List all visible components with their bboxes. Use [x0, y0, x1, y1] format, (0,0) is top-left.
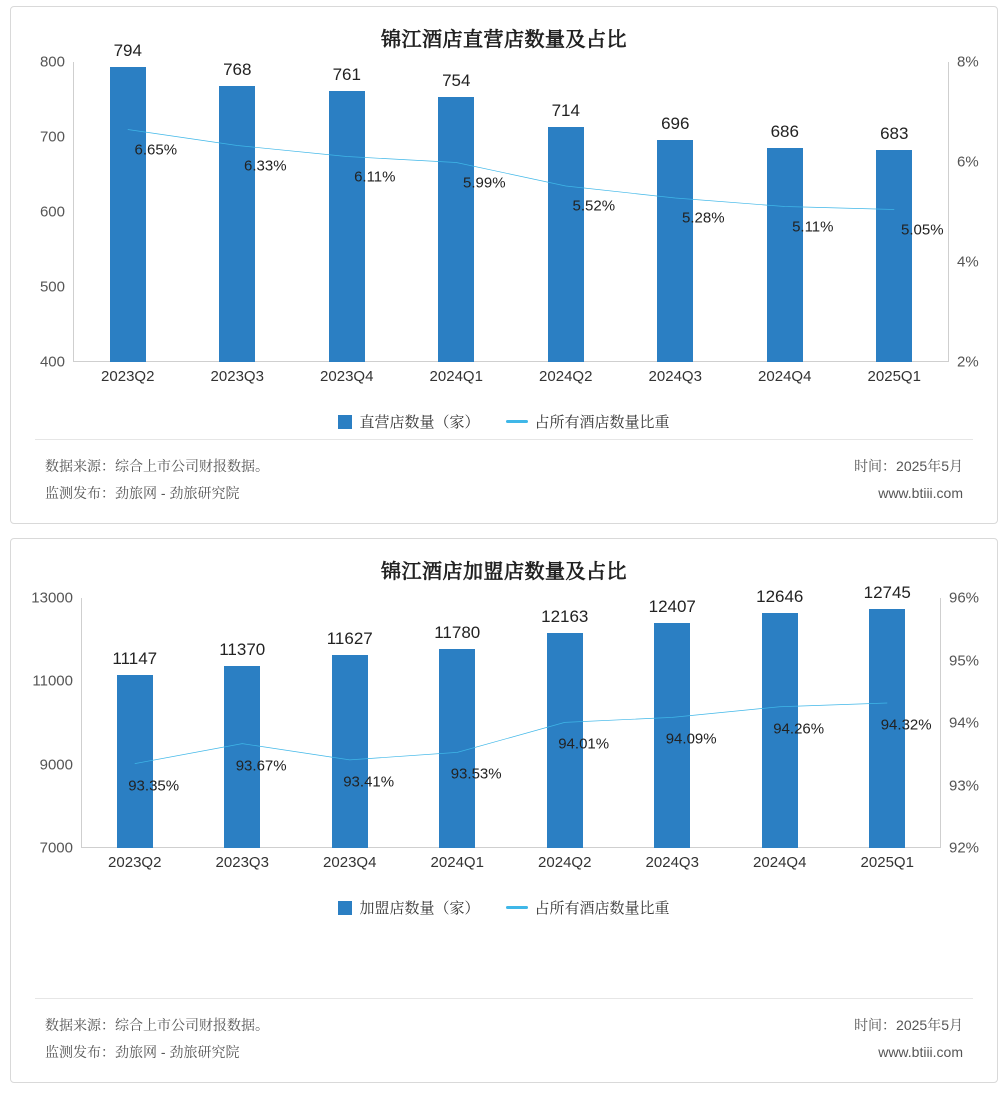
footer-left-1 [45, 453, 269, 507]
footer-1 [11, 453, 997, 523]
y-tick-right: 92% [949, 839, 980, 857]
y-tick-left: 700 [39, 128, 65, 146]
bar-value-label: 11627 [326, 629, 373, 649]
x-tick-label: 2025Q1 [860, 854, 914, 871]
line-value-label: 5.28% [682, 209, 725, 227]
legend-bar-swatch-icon [338, 415, 352, 429]
x-tick-label: 2023Q4 [323, 854, 377, 871]
bar-value-label: 11147 [112, 649, 158, 669]
footer-right-1 [854, 453, 963, 507]
footer-divider-1 [35, 439, 973, 440]
line-value-label: 93.41% [343, 773, 395, 791]
time-label-1: 时间：2025年5月 [854, 458, 963, 474]
y-tick-left: 9000 [39, 756, 73, 774]
bar-value-label: 11370 [219, 639, 266, 659]
chart-card-direct-stores [10, 6, 998, 524]
x-tick-label: 2024Q3 [645, 854, 699, 871]
y-tick-left: 13000 [31, 589, 73, 607]
line-value-label: 93.35% [128, 777, 180, 795]
y-tick-left: 11000 [32, 672, 73, 690]
publisher-label-1: 监测发布：劲旅网 - 劲旅研究院 [45, 485, 240, 501]
line-value-label: 94.32% [880, 716, 932, 734]
bar-value-label: 794 [113, 40, 142, 60]
line-value-label: 5.11% [792, 218, 834, 235]
x-tick-label: 2024Q3 [648, 368, 702, 385]
line-series-1 [73, 62, 949, 362]
legend-item-bar-2[interactable] [338, 897, 479, 918]
x-tick-label: 2024Q4 [753, 854, 807, 871]
publisher-label-2: 监测发布：劲旅网 - 劲旅研究院 [45, 1044, 240, 1060]
legend-2 [11, 897, 997, 918]
y-tick-right: 4% [957, 253, 979, 271]
bar-value-label: 696 [661, 114, 690, 133]
legend-line-swatch-icon [506, 906, 528, 909]
legend-line-swatch-icon [506, 420, 528, 423]
x-tick-labels-1 [73, 368, 949, 385]
legend-item-bar-1[interactable] [338, 411, 479, 432]
line-value-label: 94.26% [773, 720, 825, 738]
bar-value-label: 11780 [434, 622, 481, 642]
line-value-label: 6.65% [134, 141, 178, 158]
y-tick-right: 6% [957, 153, 979, 171]
x-tick-label: 2023Q4 [320, 368, 374, 385]
line-value-label: 93.53% [450, 765, 502, 783]
bar-value-label: 761 [332, 65, 361, 85]
y-tick-right: 8% [957, 53, 979, 71]
legend-1 [11, 411, 997, 432]
chart-card-franchise-stores [10, 538, 998, 1083]
x-tick-label: 2023Q3 [215, 854, 269, 871]
line-value-label: 6.11% [354, 168, 396, 185]
y-tick-left: 400 [39, 353, 65, 371]
x-tick-label: 2024Q1 [429, 368, 483, 385]
y-tick-left: 7000 [39, 839, 73, 857]
x-tick-label: 2024Q1 [430, 854, 484, 871]
y-tick-right: 95% [949, 652, 980, 669]
bar-value-label: 12745 [863, 582, 911, 602]
page-title: 锦江酒店直营店数量及占比 [381, 29, 627, 51]
y-tick-right: 2% [957, 353, 979, 371]
legend-label-line-1: 占所有酒店数量比重 [534, 414, 670, 431]
site-label-2: www.btiii.com [878, 1044, 963, 1060]
legend-item-line-1[interactable] [506, 411, 670, 432]
line-value-label: 5.99% [463, 174, 506, 191]
legend-bar-swatch-icon [338, 901, 352, 915]
plot-area-2 [31, 582, 980, 857]
bar-value-label: 12407 [648, 596, 696, 616]
bar-value-label: 12646 [756, 586, 804, 606]
bar-value-label: 12163 [541, 606, 589, 626]
site-label-1: www.btiii.com [878, 485, 963, 501]
time-label-2: 时间：2025年5月 [854, 1017, 963, 1033]
line-value-label: 93.67% [235, 757, 287, 775]
line-value-label: 5.05% [901, 221, 944, 238]
y-tick-left: 500 [39, 278, 65, 296]
line-value-label: 6.33% [244, 157, 287, 174]
x-tick-label: 2024Q4 [758, 368, 812, 385]
bar-value-label: 683 [880, 123, 909, 143]
y-tick-right: 96% [949, 589, 980, 607]
footer-2 [11, 1012, 997, 1082]
x-tick-label: 2023Q2 [108, 854, 162, 871]
line-value-label: 94.01% [558, 735, 610, 753]
legend-label-bar-2: 加盟店数量（家） [359, 900, 480, 917]
y-tick-right: 94% [949, 714, 980, 732]
bar-value-label: 714 [551, 100, 580, 120]
bar-value-label: 754 [442, 70, 471, 90]
legend-label-bar-1: 直营店数量（家） [359, 414, 480, 431]
legend-label-line-2: 占所有酒店数量比重 [534, 900, 670, 917]
footer-right-2 [854, 1012, 963, 1066]
x-tick-label: 2025Q1 [867, 368, 921, 385]
source-label-2: 数据来源：综合上市公司财报数据。 [45, 1017, 269, 1033]
x-tick-label: 2024Q2 [539, 368, 593, 385]
page-title-2: 锦江酒店加盟店数量及占比 [381, 561, 627, 583]
bar-value-label: 686 [770, 121, 799, 141]
bar-value-label: 768 [223, 60, 252, 79]
legend-item-line-2[interactable] [506, 897, 670, 918]
x-tick-label: 2023Q3 [210, 368, 264, 385]
y-tick-right: 93% [949, 777, 980, 794]
x-tick-labels-2 [81, 854, 941, 871]
line-path [128, 130, 895, 210]
x-tick-label: 2023Q2 [101, 368, 155, 385]
line-value-label: 5.52% [572, 197, 616, 215]
footer-divider-2 [35, 998, 973, 999]
footer-left-2 [45, 1012, 269, 1066]
line-value-label: 94.09% [665, 730, 717, 748]
y-tick-left: 600 [39, 203, 65, 221]
x-tick-label: 2024Q2 [538, 854, 592, 871]
source-label-1: 数据来源：综合上市公司财报数据。 [45, 458, 269, 474]
y-tick-left: 800 [39, 53, 65, 71]
